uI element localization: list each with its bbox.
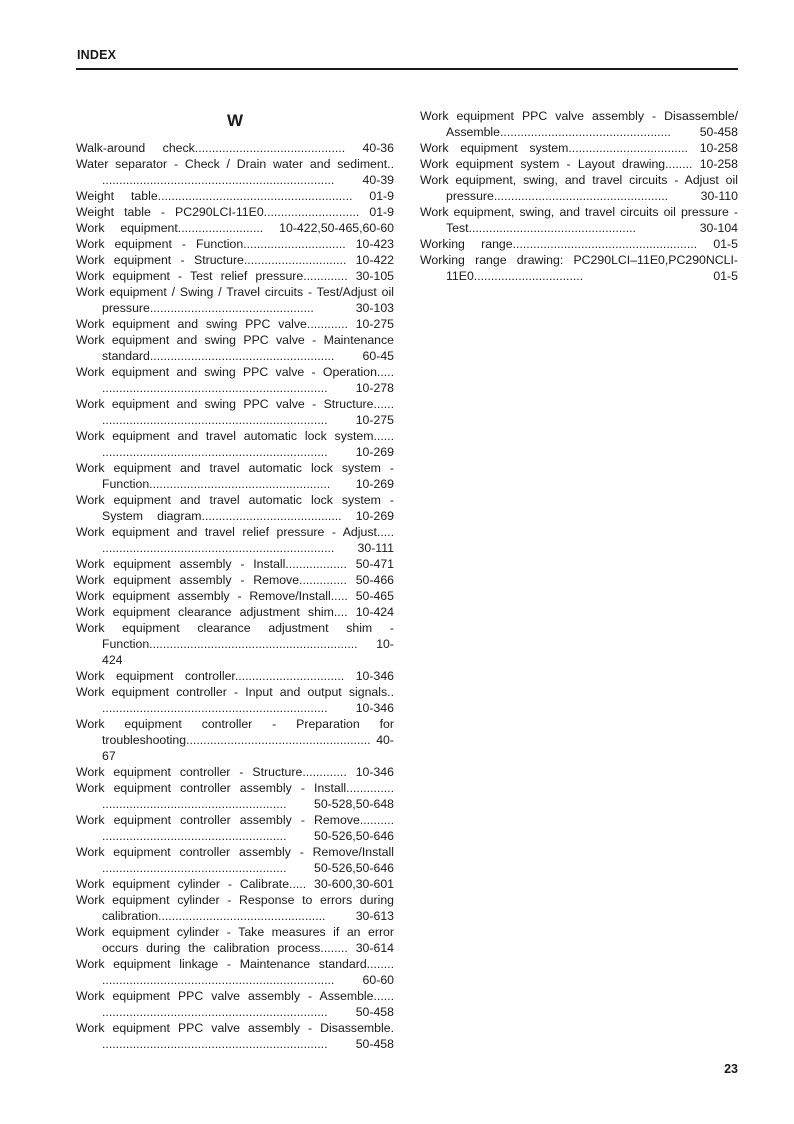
- index-entry: Work equipment cylinder - Calibrate..... 30-600,30-601: [76, 877, 394, 891]
- index-entry: Work equipment - Structure.............................. 10-422: [76, 253, 394, 267]
- index-entry: Work equipment and travel relief pressure - Adjust..... .................................................................... 30-111: [76, 525, 394, 555]
- index-entry: Work equipment clearance adjustment shim.... 10-424: [76, 605, 394, 619]
- index-entry: Water separator - Check / Drain water and sediment.. .................................................................... 40-39: [76, 157, 394, 187]
- index-entry: Work equipment controller assembly - Install.............. ...................................................... 50-528,50-648: [76, 781, 394, 811]
- index-entry: Work equipment controller assembly - Remove/Install ...................................................... 50-526,50-646: [76, 845, 394, 875]
- index-entry: Work equipment clearance adjustment shim - Function............................................................. 10-424: [76, 621, 394, 667]
- section-letter: W: [226, 111, 244, 130]
- index-entry: Work equipment......................... 10-422,50-465,60-60: [76, 221, 394, 235]
- index-entry: Work equipment and swing PPC valve............ 10-275: [76, 317, 394, 331]
- index-left-column: [76, 110, 394, 1052]
- index-entry: Work equipment controller................................ 10-346: [76, 669, 394, 683]
- index-entry: Working range drawing: PC290LCI–11E0,PC290NCLI-11E0................................ 01-5: [420, 253, 738, 283]
- index-right-column: [420, 108, 738, 284]
- index-entry: Work equipment and swing PPC valve - Maintenance standard...................................................... 60-45: [76, 333, 394, 363]
- index-entry: Work equipment cylinder - Response to errors during calibration................................................. 30-613: [76, 893, 394, 923]
- header-rule: [76, 68, 738, 70]
- index-entry: Working range...................................................... 01-5: [420, 237, 738, 251]
- index-entry: Work equipment PPC valve assembly - Assemble...... .................................................................. 50-458: [76, 989, 394, 1019]
- index-entry: Work equipment - Function.............................. 10-423: [76, 237, 394, 251]
- index-entry: Work equipment / Swing / Travel circuits - Test/Adjust oil pressure................................................ 30-103: [76, 285, 394, 315]
- index-entry: Work equipment controller - Preparation for troubleshooting...................................................... 40-67: [76, 717, 394, 763]
- index-entry: Work equipment PPC valve assembly - Disassemble. .................................................................. 50-458: [76, 1021, 394, 1051]
- index-entry: Work equipment controller - Structure............. 10-346: [76, 765, 394, 779]
- index-entry: Weight table - PC290LCI-11E0............................ 01-9: [76, 205, 394, 219]
- index-entry: Work equipment assembly - Remove.............. 50-466: [76, 573, 394, 587]
- index-entry: Weight table......................................................... 01-9: [76, 189, 394, 203]
- index-entry: Work equipment, swing, and travel circuits oil pressure - Test................................................. 30-104: [420, 205, 738, 235]
- index-entry: Work equipment system................................... 10-258: [420, 141, 738, 155]
- index-entry: Work equipment and travel automatic lock system - Function..................................................... 10-269: [76, 461, 394, 491]
- index-entry: Work equipment and travel automatic lock system...... .................................................................. 10-269: [76, 429, 394, 459]
- index-entry: Walk-around check............................................ 40-36: [76, 141, 394, 155]
- index-entry: Work equipment system - Layout drawing........ 10-258: [420, 157, 738, 171]
- index-entry: Work equipment and swing PPC valve - Structure...... .................................................................. 10-275: [76, 397, 394, 427]
- index-entry: Work equipment linkage - Maintenance standard........ .................................................................... 60-60: [76, 957, 394, 987]
- index-entry: Work equipment and swing PPC valve - Operation..... .................................................................. 10-278: [76, 365, 394, 395]
- index-entry: Work equipment controller assembly - Remove.......... ...................................................... 50-526,50-646: [76, 813, 394, 843]
- page-number: 23: [724, 1062, 738, 1076]
- index-entry: Work equipment, swing, and travel circuits - Adjust oil pressure................................................... 30-110: [420, 173, 738, 203]
- index-entry: Work equipment cylinder - Take measures if an error occurs during the calibration process........ 30-614: [76, 925, 394, 955]
- index-entry: Work equipment controller - Input and output signals.. .................................................................. 10-346: [76, 685, 394, 715]
- index-entry: Work equipment assembly - Install.................. 50-471: [76, 557, 394, 571]
- index-entry: Work equipment - Test relief pressure............. 30-105: [76, 269, 394, 283]
- index-entry: Work equipment and travel automatic lock system - System diagram......................................... 10-269: [76, 493, 394, 523]
- index-header-title: INDEX: [77, 48, 117, 62]
- index-entry: Work equipment PPC valve assembly - Disassemble/ Assemble.................................................. 50-458: [420, 109, 738, 139]
- index-entry: Work equipment assembly - Remove/Install..... 50-465: [76, 589, 394, 603]
